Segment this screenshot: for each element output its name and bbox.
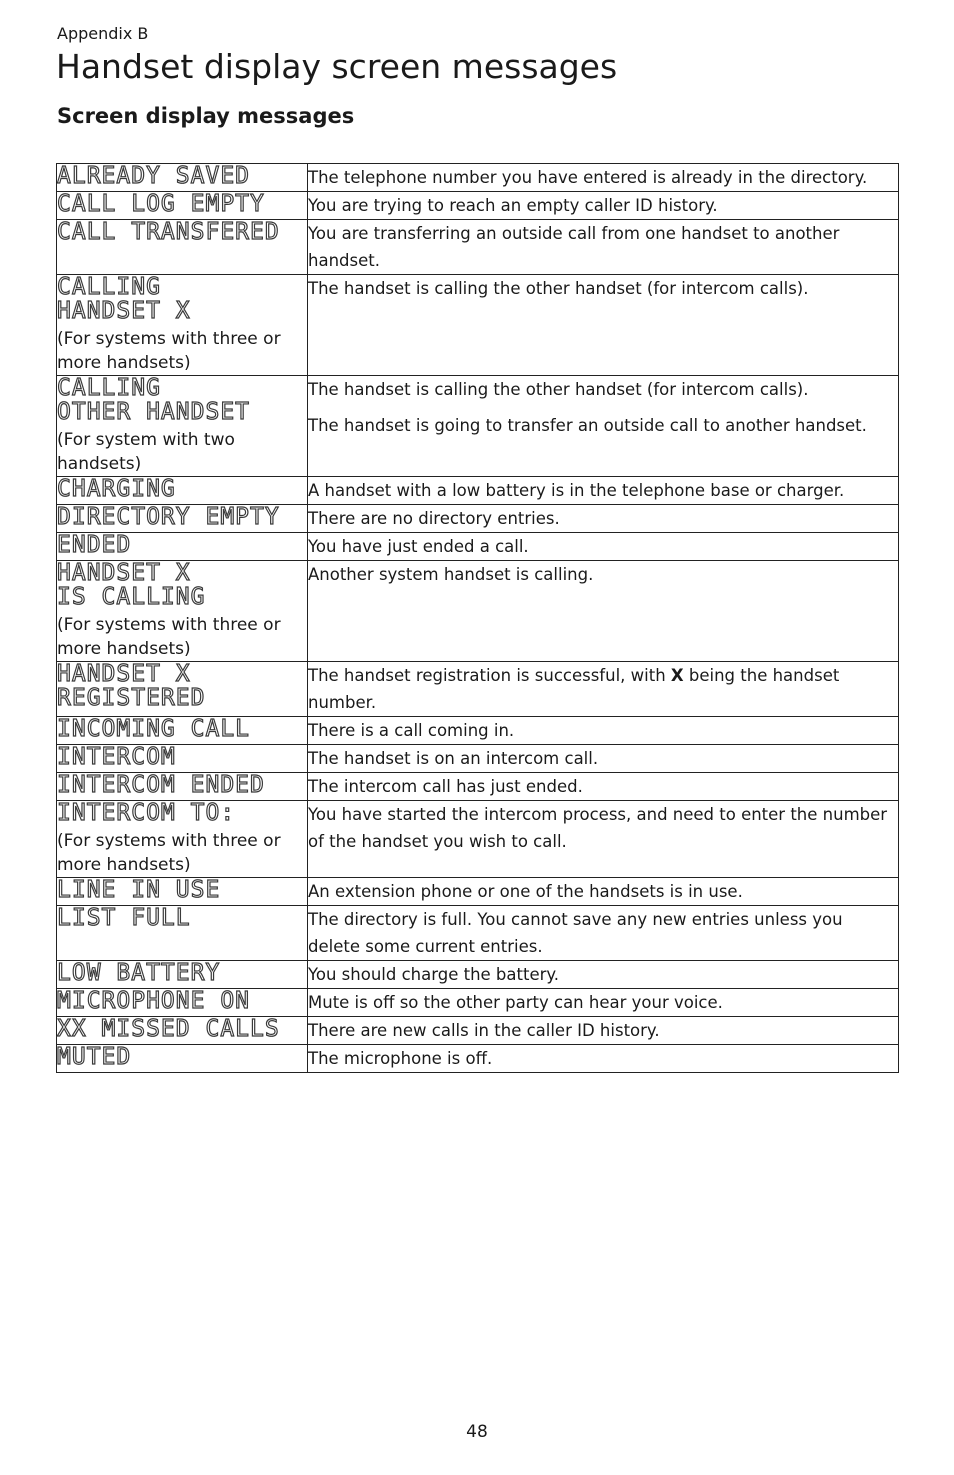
message-cell (57, 961, 308, 989)
messages-table-body (57, 164, 899, 1073)
messages-table (56, 163, 899, 1073)
table-row (57, 773, 899, 801)
description-text: Mute is off so the other party can hear your voice. (308, 993, 723, 1012)
message-cell (57, 192, 308, 220)
description-text: You have just ended a call. (308, 537, 529, 556)
table-row (57, 220, 899, 275)
description-cell (308, 1045, 899, 1073)
description-text: The telephone number you have entered is already in the directory. (308, 168, 868, 187)
description-text: The handset is on an intercom call. (308, 749, 599, 768)
page-number: 48 (466, 1422, 488, 1442)
screen-message-text: CALL LOG EMPTY (57, 191, 265, 217)
table-row (57, 906, 899, 961)
message-cell (57, 561, 308, 662)
description-cell (308, 745, 899, 773)
table-row (57, 192, 899, 220)
description-cell (308, 801, 899, 878)
screen-message-text: HANDSET X (57, 661, 191, 687)
description-cell (308, 533, 899, 561)
description-cell (308, 878, 899, 906)
screen-message-text: CALL TRANSFERED (57, 219, 280, 245)
description-text: There are new calls in the caller ID history. (308, 1021, 660, 1040)
message-cell (57, 220, 308, 275)
description-text: Another system handset is calling. (308, 565, 594, 584)
description-text: The handset is calling the other handset (for intercom calls). (308, 279, 809, 298)
table-row (57, 376, 899, 477)
description-bold-part: X (670, 666, 684, 685)
table-row (57, 878, 899, 906)
description-cell (308, 192, 899, 220)
description-text: There are no directory entries. (308, 509, 560, 528)
message-cell (57, 505, 308, 533)
description-text: A handset with a low battery is in the telephone base or charger. (308, 481, 845, 500)
table-row (57, 505, 899, 533)
description-text: You have started the intercom process, and need to enter the number of the handset you wish to call. (308, 805, 888, 851)
description-cell (308, 961, 899, 989)
description-text (308, 662, 898, 716)
screen-message-text: INTERCOM ENDED (57, 772, 265, 798)
screen-message-text: INTERCOM TO: (57, 800, 236, 826)
table-row (57, 561, 899, 662)
screen-message-text: DIRECTORY EMPTY (57, 504, 280, 530)
table-row (57, 164, 899, 192)
system-note: (For systems with three or more handsets) (57, 615, 281, 659)
table-row (57, 662, 899, 717)
message-cell (57, 878, 308, 906)
section-heading: Screen display messages (57, 104, 355, 128)
message-cell (57, 376, 308, 477)
description-cell (308, 220, 899, 275)
screen-message-text: HANDSET X (57, 560, 191, 586)
description-part: being the handset number. (308, 666, 840, 712)
description-cell (308, 477, 899, 505)
description-text: You are transferring an outside call from one handset to another handset. (308, 224, 840, 270)
screen-message-text: ENDED (57, 532, 132, 558)
description-part: The handset registration is successful, with (308, 666, 671, 685)
table-row (57, 961, 899, 989)
screen-message-text: CALLING (57, 274, 161, 300)
table-row (57, 989, 899, 1017)
screen-message-text: HANDSET X (57, 298, 191, 324)
screen-message-text: LOW BATTERY (57, 960, 221, 986)
screen-message-text: IS CALLING (57, 584, 206, 610)
description-cell (308, 989, 899, 1017)
description-cell (308, 275, 899, 376)
description-text: The handset is going to transfer an outside call to another handset. (308, 416, 867, 435)
description-cell (308, 505, 899, 533)
message-cell (57, 745, 308, 773)
description-text: The handset is calling the other handset (for intercom calls). (308, 380, 809, 399)
description-text: The intercom call has just ended. (308, 777, 583, 796)
table-row (57, 533, 899, 561)
description-cell (308, 906, 899, 961)
description-text: You should charge the battery. (308, 965, 560, 984)
description-cell (308, 1017, 899, 1045)
message-cell (57, 164, 308, 192)
table-row (57, 717, 899, 745)
message-cell (57, 533, 308, 561)
page-title: Handset display screen messages (56, 47, 618, 86)
screen-message-text: ALREADY SAVED (57, 163, 251, 189)
screen-message-text: XX MISSED CALLS (57, 1016, 280, 1042)
message-cell (57, 1017, 308, 1045)
description-text: The directory is full. You cannot save any new entries unless you delete some current entries. (308, 910, 843, 956)
message-cell (57, 662, 308, 717)
description-text: You are trying to reach an empty caller ID history. (308, 196, 718, 215)
system-note: (For systems with three or more handsets) (57, 831, 281, 875)
screen-message-text: LINE IN USE (57, 877, 221, 903)
table-row (57, 1045, 899, 1073)
table-row (57, 745, 899, 773)
message-cell (57, 773, 308, 801)
table-row (57, 1017, 899, 1045)
table-row (57, 801, 899, 878)
system-note: (For system with two handsets) (57, 430, 235, 474)
screen-message-text: INCOMING CALL (57, 716, 251, 742)
screen-message-text: CHARGING (57, 476, 176, 502)
message-cell (57, 717, 308, 745)
screen-message-text: MUTED (57, 1044, 132, 1070)
screen-message-text: INTERCOM (57, 744, 176, 770)
description-text: The microphone is off. (308, 1049, 493, 1068)
description-cell (308, 773, 899, 801)
description-cell (308, 561, 899, 662)
message-cell (57, 1045, 308, 1073)
screen-message-text: LIST FULL (57, 905, 191, 931)
description-text: An extension phone or one of the handsets is in use. (308, 882, 743, 901)
message-cell (57, 906, 308, 961)
description-cell (308, 164, 899, 192)
system-note: (For systems with three or more handsets) (57, 329, 281, 373)
description-cell (308, 662, 899, 717)
description-text: There is a call coming in. (308, 721, 515, 740)
message-cell (57, 801, 308, 878)
message-cell (57, 275, 308, 376)
description-cell (308, 717, 899, 745)
screen-message-text: CALLING (57, 375, 161, 401)
appendix-label: Appendix B (57, 24, 149, 43)
message-cell (57, 989, 308, 1017)
table-row (57, 275, 899, 376)
screen-message-text: REGISTERED (57, 685, 206, 711)
table-row (57, 477, 899, 505)
screen-message-text: OTHER HANDSET (57, 399, 251, 425)
description-cell (308, 376, 899, 477)
screen-message-text: MICROPHONE ON (57, 988, 251, 1014)
message-cell (57, 477, 308, 505)
